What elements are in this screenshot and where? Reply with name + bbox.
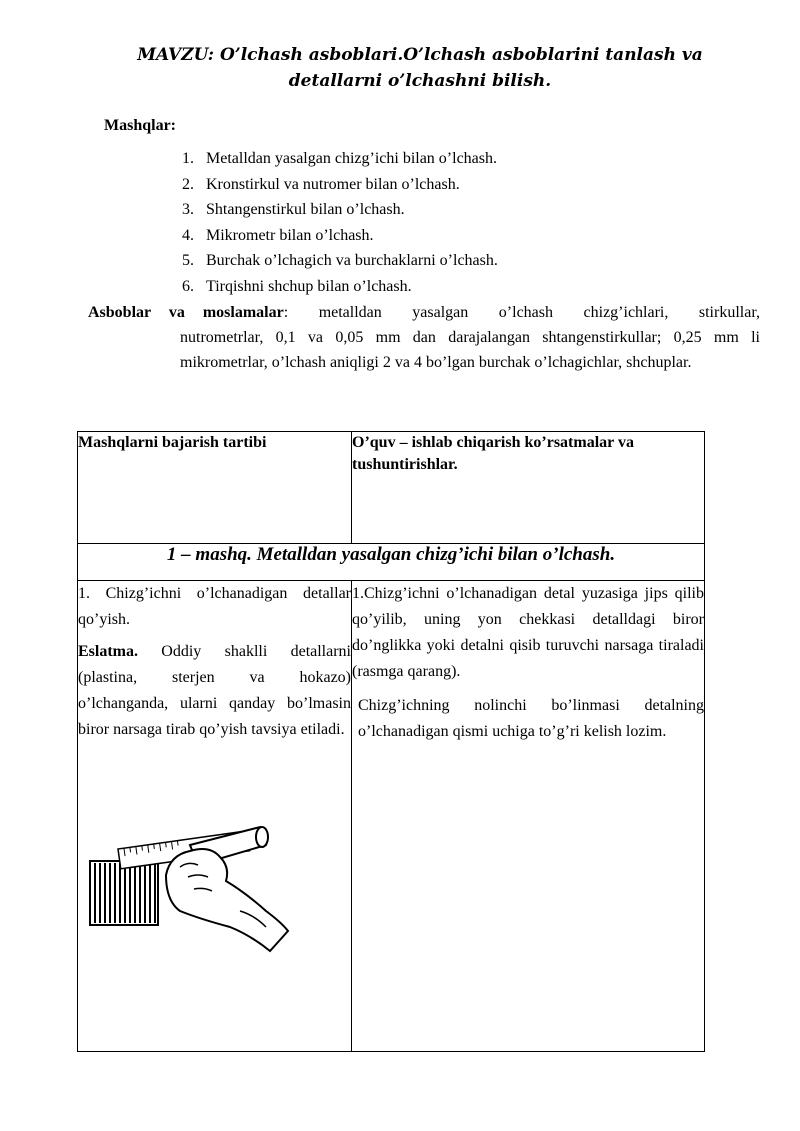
tools-paragraph: Asboblar va moslamalar: metalldan yasalgan o’lchash chizg’ichlari, stirkullar, nutrometrlar, 0,1 va 0,05 mm dan darajalangan shtangenstirkullar; 0,25 mm li mikrometrlar, o’lchash aniqligi 2 va 4 bo’lgan burchak o’lchagichlar, shchuplar. bbox=[88, 300, 760, 375]
title-line-2: detallarni o’lchashni bilish. bbox=[288, 71, 552, 91]
tools-label: Asboblar va moslamalar bbox=[88, 304, 284, 321]
step-text: 1. Chizg’ichni o’lchanadigan detallar qo’yish. bbox=[78, 585, 351, 628]
column-header-steps: Mashqlarni bajarish tartibi bbox=[78, 432, 352, 544]
exercises-label: Mashqlar: bbox=[104, 117, 176, 134]
steps-cell bbox=[78, 581, 352, 1052]
tools-text: nutrometrlar, 0,1 va 0,05 mm dan darajalangan shtangenstirkullar; 0,25 mm li mikrometrlar, o’lchash aniqligi 2 va 4 bo’lgan burchak o’lchagichlar, shchuplar. bbox=[180, 329, 760, 371]
list-item: 5. Burchak o’lchagich va burchaklarni o’lchash. bbox=[182, 252, 498, 269]
instruction-table bbox=[77, 431, 705, 1052]
column-header-instructions: O’quv – ishlab chiqarish ko’rsatmalar va tushuntirishlar. bbox=[352, 432, 705, 544]
instruction-paragraph-2: Chizg’ichning nolinchi bo’linmasi detalning o’lchanadigan qismi uchiga to’g’ri kelish lozim. bbox=[358, 697, 704, 740]
note-paragraph: Eslatma. Oddiy shaklli detallarni (plastina, sterjen va hokazo) o’lchanganda, ularni qanday bo’lmasin biror narsaga tirab qo’yish tavsiya etiladi. bbox=[78, 643, 351, 738]
list-item: 6. Tirqishni shchup bilan o’lchash. bbox=[182, 277, 412, 295]
instructions-cell bbox=[352, 581, 705, 1052]
list-item: 3. Shtangenstirkul bilan o’lchash. bbox=[182, 201, 405, 218]
exercise-list bbox=[182, 146, 498, 299]
title-line-1: MAVZU: O’lchash asboblari.O’lchash asboblarini tanlash va bbox=[137, 45, 703, 65]
list-item: 2. Kronstirkul va nutromer bilan o’lchash. bbox=[182, 175, 460, 193]
list-item: 1. Metalldan yasalgan chizg’ichi bilan o’lchash. bbox=[182, 150, 498, 167]
hand-holding-ruler-illustration bbox=[70, 815, 351, 964]
note-label: Eslatma. bbox=[78, 643, 138, 660]
page-title bbox=[100, 42, 740, 94]
section-title: 1 – mashq. Metalldan yasalgan chizg’ichi bilan o’lchash. bbox=[78, 544, 705, 581]
list-item: 4. Mikrometr bilan o’lchash. bbox=[182, 226, 374, 244]
instruction-paragraph-1: 1.Chizg’ichni o’lchanadigan detal yuzasiga jips qilib qo’yilib, uning yon chekkasi detalldagi biror do’nglikka yoki detalni qisib turuvchi narsaga tiraladi (rasmga qarang). bbox=[352, 585, 704, 680]
